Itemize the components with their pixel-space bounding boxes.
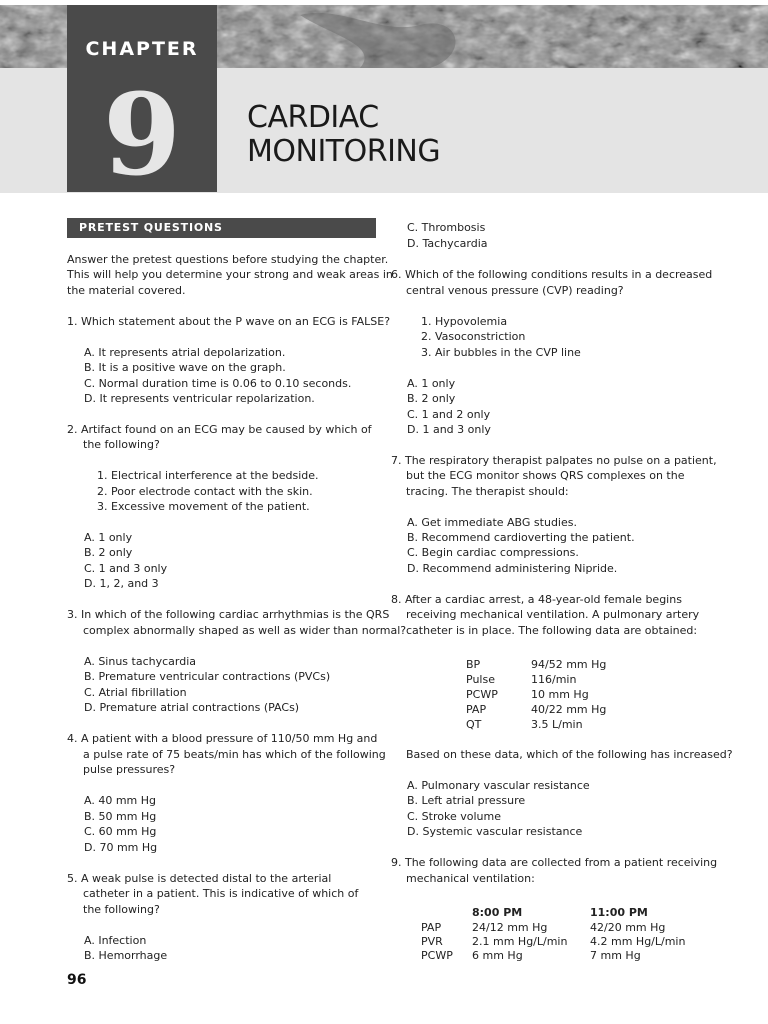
chapter-number: 9 <box>103 70 181 201</box>
q3-stem: 3. In which of the following cardiac arrhythmias is the QRS <box>67 608 390 621</box>
q3-option: D. Premature atrial contractions (PACs) <box>84 701 300 714</box>
q5-stem: the following? <box>83 903 160 916</box>
q5-stem: catheter in a patient. This is indicative of which of <box>83 887 359 900</box>
q9-column-header: 8:00 PM <box>472 906 523 919</box>
pretest-heading <box>67 218 376 238</box>
q8-data-label: QT <box>466 718 482 731</box>
q6-option: D. 1 and 3 only <box>407 423 491 436</box>
q8-data-label: PCWP <box>466 688 498 701</box>
q1-option: B. It is a positive wave on the graph. <box>84 361 286 374</box>
q8-data-value: 10 mm Hg <box>531 688 589 701</box>
q2-item: 2. Poor electrode contact with the skin. <box>97 485 313 498</box>
q8-data-label: PAP <box>466 703 487 716</box>
q8-option: B. Left atrial pressure <box>407 794 526 807</box>
q2-option: D. 1, 2, and 3 <box>84 577 159 590</box>
intro-line: the material covered. <box>67 284 186 297</box>
q3-option: C. Atrial fibrillation <box>84 686 187 699</box>
q9-value: 42/20 mm Hg <box>590 921 666 934</box>
q7-stem: 7. The respiratory therapist palpates no pulse on a patient, <box>391 454 717 467</box>
q9-row-label: PAP <box>421 921 442 934</box>
q8-stem: catheter is in place. The following data are obtained: <box>406 624 698 637</box>
q9-column-header: 11:00 PM <box>590 906 648 919</box>
q4-option: B. 50 mm Hg <box>84 810 157 823</box>
q6-option: C. 1 and 2 only <box>407 408 491 421</box>
q5-option: D. Tachycardia <box>407 237 488 250</box>
intro-line: Answer the pretest questions before studying the chapter. <box>67 253 389 266</box>
q9-value: 4.2 mm Hg/L/min <box>590 935 686 948</box>
q1-option: D. It represents ventricular repolarization. <box>84 392 315 405</box>
q9-value: 6 mm Hg <box>472 949 523 962</box>
q8-data-value: 94/52 mm Hg <box>531 658 607 671</box>
page-number: 96 <box>67 972 87 988</box>
q3-option: B. Premature ventricular contractions (PVCs) <box>84 670 331 683</box>
q1-option: C. Normal duration time is 0.06 to 0.10 seconds. <box>84 377 352 390</box>
q2-option: A. 1 only <box>84 531 133 544</box>
q8-option: C. Stroke volume <box>407 810 501 823</box>
q2-option: B. 2 only <box>84 546 133 559</box>
q5-option: C. Thrombosis <box>407 221 486 234</box>
q5-option: B. Hemorrhage <box>84 949 168 962</box>
q4-stem: pulse pressures? <box>83 763 176 776</box>
q7-stem: but the ECG monitor shows QRS complexes on the <box>406 469 685 482</box>
q7-option: B. Recommend cardioverting the patient. <box>407 531 635 544</box>
q5-option: A. Infection <box>84 934 147 947</box>
q6-item: 3. Air bubbles in the CVP line <box>421 346 581 359</box>
q2-item: 3. Excessive movement of the patient. <box>97 500 310 513</box>
q8-followup: Based on these data, which of the following has increased? <box>406 748 733 761</box>
q9-row-label: PCWP <box>421 949 453 962</box>
q7-option: A. Get immediate ABG studies. <box>407 516 577 529</box>
q6-item: 1. Hypovolemia <box>421 315 508 328</box>
q9-value: 24/12 mm Hg <box>472 921 548 934</box>
q1-option: A. It represents atrial depolarization. <box>84 346 286 359</box>
q6-stem: 6. Which of the following conditions results in a decreased <box>391 268 713 281</box>
q2-item: 1. Electrical interference at the bedside. <box>97 469 319 482</box>
chapter-title-line2: MONITORING <box>247 134 441 169</box>
q9-row-label: PVR <box>421 935 443 948</box>
q2-stem: the following? <box>83 438 160 451</box>
q7-stem: tracing. The therapist should: <box>406 485 569 498</box>
chapter-title-line1: CARDIAC <box>247 100 379 135</box>
q9-value: 2.1 mm Hg/L/min <box>472 935 568 948</box>
q5-stem: 5. A weak pulse is detected distal to the arterial <box>67 872 332 885</box>
chapter-label: CHAPTER <box>85 38 199 60</box>
q2-option: C. 1 and 3 only <box>84 562 168 575</box>
q8-option: A. Pulmonary vascular resistance <box>407 779 590 792</box>
q3-option: A. Sinus tachycardia <box>84 655 197 668</box>
q7-option: D. Recommend administering Nipride. <box>407 562 618 575</box>
q8-data-label: BP <box>466 658 481 671</box>
intro-line: This will help you determine your strong and weak areas in <box>67 268 393 281</box>
q2-stem: 2. Artifact found on an ECG may be caused by which of <box>67 423 372 436</box>
q8-stem: receiving mechanical ventilation. A pulmonary artery <box>406 608 700 621</box>
q8-stem: 8. After a cardiac arrest, a 48-year-old female begins <box>391 593 682 606</box>
q6-stem: central venous pressure (CVP) reading? <box>406 284 624 297</box>
q6-option: B. 2 only <box>407 392 456 405</box>
q6-item: 2. Vasoconstriction <box>421 330 526 343</box>
q4-option: A. 40 mm Hg <box>84 794 156 807</box>
q8-data-label: Pulse <box>466 673 495 686</box>
q1-stem: 1. Which statement about the P wave on an ECG is FALSE? <box>67 315 391 328</box>
q6-option: A. 1 only <box>407 377 456 390</box>
q8-data-value: 3.5 L/min <box>531 718 583 731</box>
q4-option: D. 70 mm Hg <box>84 841 158 854</box>
q8-data-value: 40/22 mm Hg <box>531 703 607 716</box>
q8-option: D. Systemic vascular resistance <box>407 825 583 838</box>
q7-option: C. Begin cardiac compressions. <box>407 546 579 559</box>
q4-stem: 4. A patient with a blood pressure of 110/50 mm Hg and <box>67 732 378 745</box>
q9-value: 7 mm Hg <box>590 949 641 962</box>
q9-stem: mechanical ventilation: <box>406 872 535 885</box>
q9-stem: 9. The following data are collected from a patient receiving <box>391 856 718 869</box>
pretest-heading-text: PRETEST QUESTIONS <box>79 221 223 234</box>
q3-stem: complex abnormally shaped as well as wider than normal? <box>83 624 407 637</box>
q4-stem: a pulse rate of 75 beats/min has which of the following <box>83 748 386 761</box>
q8-data-value: 116/min <box>531 673 577 686</box>
q4-option: C. 60 mm Hg <box>84 825 157 838</box>
